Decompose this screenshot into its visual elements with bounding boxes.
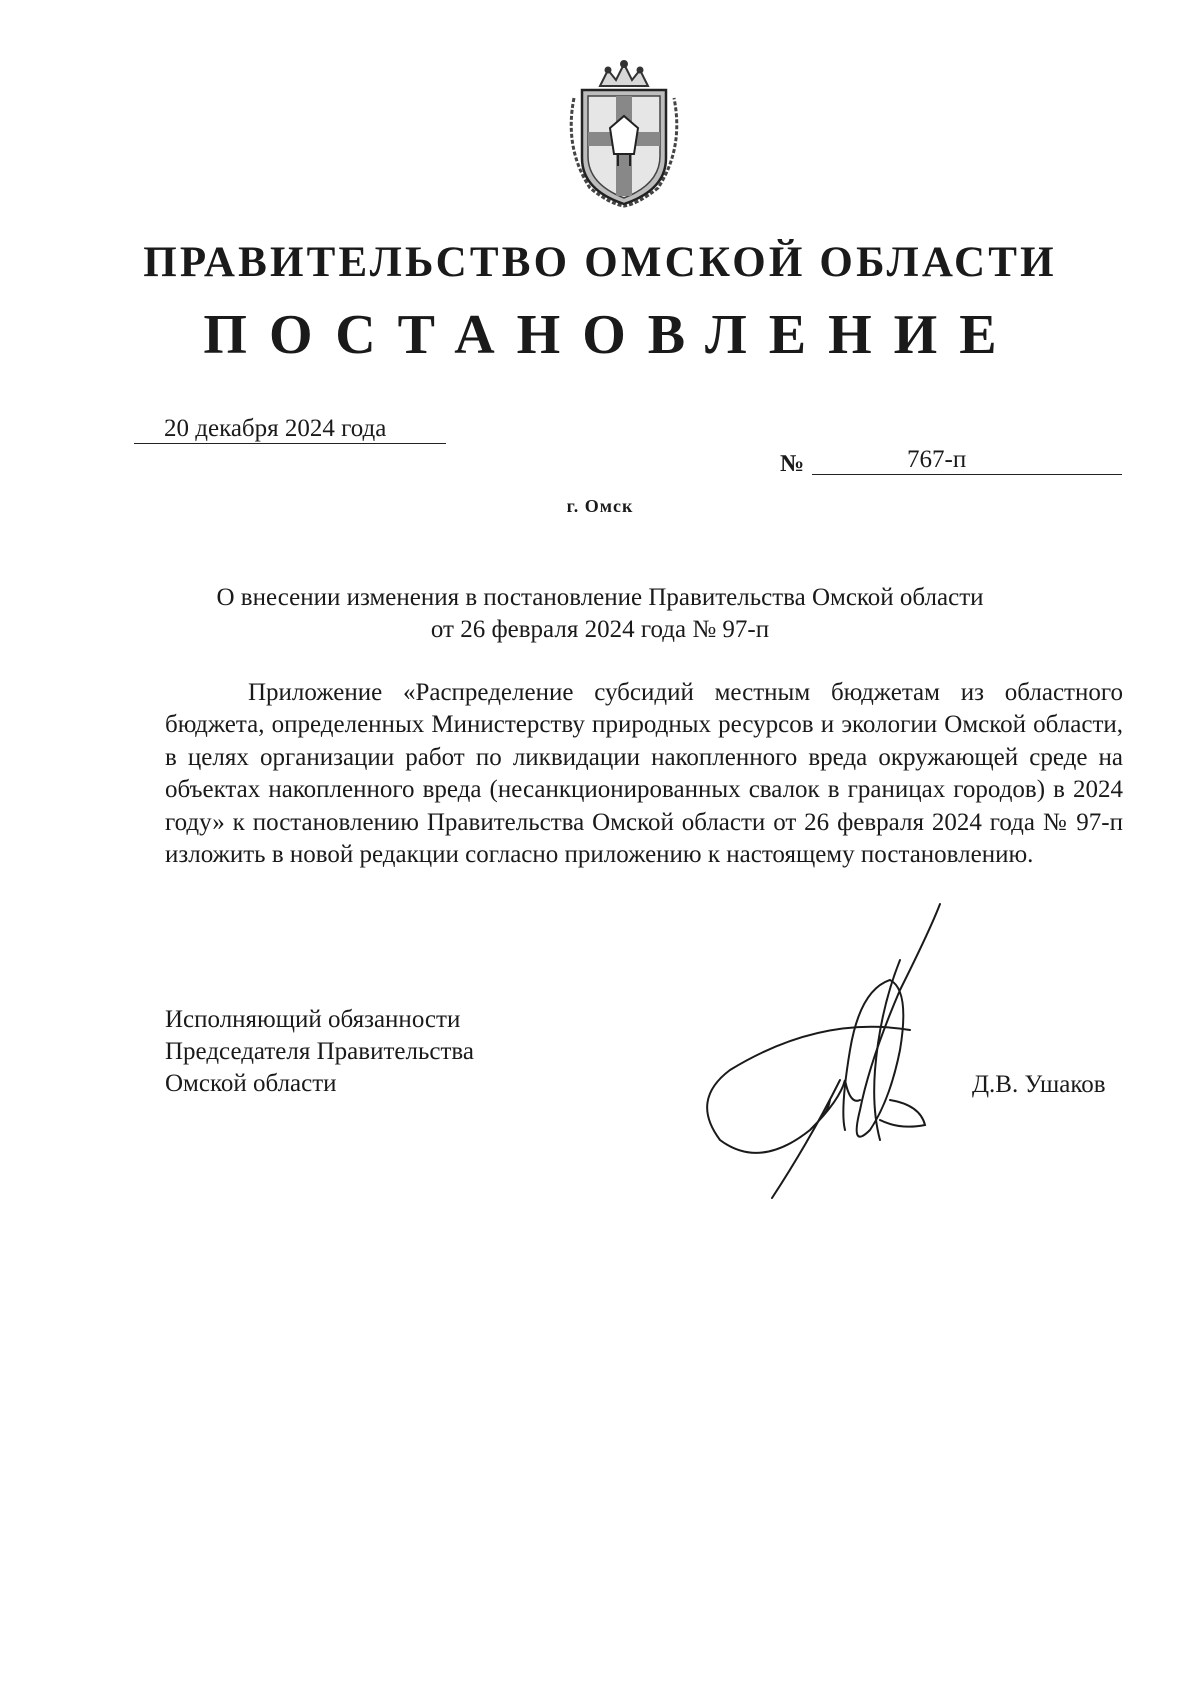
signer-position	[165, 1004, 474, 1100]
position-line-2: Председателя Правительства	[165, 1038, 474, 1065]
subject-line-2: от 26 февраля 2024 года № 97-п	[430, 616, 770, 643]
document-type-title: ПОСТАНОВЛЕНИЕ	[203, 304, 1019, 366]
position-line-3: Омской области	[165, 1070, 337, 1097]
decree-subject	[0, 582, 1200, 646]
subject-line-1: О внесении изменения в постановление Правительства Омской области	[216, 584, 984, 611]
date-underline	[134, 443, 446, 444]
coat-of-arms-icon	[560, 58, 688, 208]
decree-date: 20 декабря 2024 года	[164, 415, 387, 442]
decree-number: 767-п	[907, 446, 967, 473]
government-title: ПРАВИТЕЛЬСТВО ОМСКОЙ ОБЛАСТИ	[143, 239, 1057, 286]
number-underline	[812, 474, 1122, 475]
number-sign: №	[780, 451, 805, 477]
position-line-1: Исполняющий обязанности	[165, 1006, 461, 1033]
signer-name: Д.В. Ушаков	[972, 1071, 1106, 1098]
handwritten-signature-icon	[700, 900, 980, 1200]
decree-body: Приложение «Распределение субсидий местным бюджетам из областного бюджета, определенных Министерству природных ресурсов и экологии Омской области, в целях организации работ по ликвидации накопленного вреда окружающей среде на объектах накопленного вреда (несанкционированных свалок в границах городов) в 2024 году» к постановлению Правительства Омской области от 26 февраля 2024 года № 97-п изложить в новой редакции согласно приложению к настоящему постановлению.	[165, 679, 1123, 869]
city: г. Омск	[566, 496, 634, 516]
